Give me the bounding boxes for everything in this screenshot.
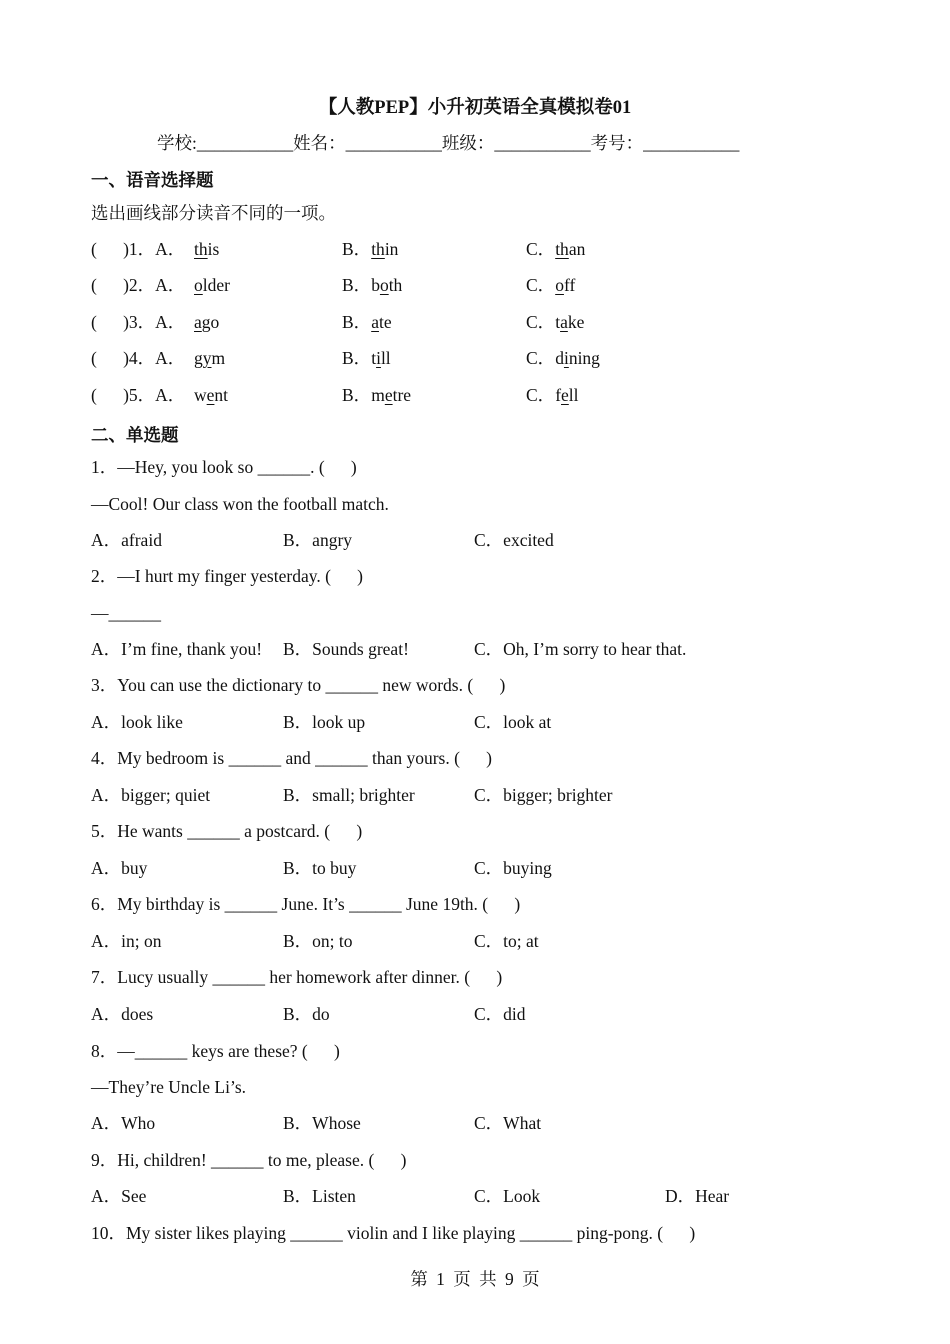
- q4-option-a: A．bigger; quiet: [91, 785, 211, 805]
- q2-option-b: B．Sounds great!: [283, 639, 409, 659]
- q2-stem: 2．—I hurt my finger yesterday. ( ): [91, 566, 363, 586]
- q8-option-b: B．Whose: [283, 1113, 361, 1133]
- q7-option-b: B．do: [283, 1004, 330, 1024]
- q6-option-a: A．in; on: [91, 931, 162, 951]
- phonics-q4-option-a: gym: [194, 348, 226, 368]
- q2-reply: —______: [91, 603, 161, 623]
- section1-instruction: 选出画线部分读音不同的一项。: [91, 203, 336, 223]
- page-footer: 第 1 页 共 9 页: [410, 1269, 540, 1289]
- q5-stem: 5．He wants ______ a postcard. ( ): [91, 821, 363, 841]
- q1-stem: 1．—Hey, you look so ______. ( ): [91, 457, 357, 477]
- phonics-q3-option-b: B．ate: [342, 312, 392, 332]
- student-info-line: 学校:___________姓名：___________班级：___________考号：___________: [157, 133, 740, 153]
- q8-stem: 8．—______ keys are these? ( ): [91, 1041, 340, 1061]
- phonics-q5-number: ( )5．A．: [91, 385, 186, 405]
- q3-stem: 3．You can use the dictionary to ______ new words. ( ): [91, 675, 506, 695]
- q9-option-a: A．See: [91, 1186, 147, 1206]
- phonics-q3-option-a: ago: [194, 312, 220, 332]
- q1-option-b: B．angry: [283, 530, 353, 550]
- q8-reply: —They’re Uncle Li’s.: [91, 1077, 247, 1097]
- q6-option-c: C．to; at: [474, 931, 539, 951]
- q8-option-c: C．What: [474, 1113, 542, 1133]
- q4-option-b: B．small; brighter: [283, 785, 415, 805]
- q5-option-b: B．to buy: [283, 858, 357, 878]
- phonics-q5-option-a: went: [194, 385, 229, 405]
- phonics-q2-option-b: B．both: [342, 275, 403, 295]
- phonics-q2-option-a: older: [194, 275, 230, 295]
- q7-option-a: A．does: [91, 1004, 154, 1024]
- section1-heading: 一、语音选择题: [91, 170, 214, 190]
- phonics-q2-number: ( )2．A．: [91, 275, 186, 295]
- q4-option-c: C．bigger; brighter: [474, 785, 613, 805]
- phonics-q3-number: ( )3．A．: [91, 312, 186, 332]
- phonics-q1-number: ( )1．A．: [91, 239, 186, 259]
- phonics-q5-option-b: B．metre: [342, 385, 412, 405]
- phonics-q1-option-c: C．than: [526, 239, 586, 259]
- phonics-q1-option-b: B．thin: [342, 239, 399, 259]
- phonics-q3-option-c: C．take: [526, 312, 585, 332]
- q2-option-c: C．Oh, I’m sorry to hear that.: [474, 639, 687, 659]
- q1-option-a: A．afraid: [91, 530, 162, 550]
- phonics-q4-number: ( )4．A．: [91, 348, 186, 368]
- q9-option-c: C．Look: [474, 1186, 541, 1206]
- q3-option-c: C．look at: [474, 712, 552, 732]
- q3-option-a: A．look like: [91, 712, 183, 732]
- q8-option-a: A．Who: [91, 1113, 156, 1133]
- q9-option-b: B．Listen: [283, 1186, 356, 1206]
- phonics-q4-option-b: B．till: [342, 348, 391, 368]
- phonics-q4-option-c: C．dining: [526, 348, 600, 368]
- q1-reply: —Cool! Our class won the football match.: [91, 494, 389, 514]
- q5-option-c: C．buying: [474, 858, 552, 878]
- q7-option-c: C．did: [474, 1004, 526, 1024]
- phonics-q1-option-a: this: [194, 239, 220, 259]
- q1-option-c: C．excited: [474, 530, 554, 550]
- q9-stem: 9．Hi, children! ______ to me, please. ( ): [91, 1150, 407, 1170]
- section2-heading: 二、单选题: [91, 425, 179, 445]
- q6-stem: 6．My birthday is ______ June. It’s ______ June 19th. ( ): [91, 894, 521, 914]
- phonics-q2-option-c: C．off: [526, 275, 576, 295]
- phonics-q5-option-c: C．fell: [526, 385, 579, 405]
- q10-stem: 10．My sister likes playing ______ violin and I like playing ______ ping-pong. ( ): [91, 1223, 696, 1243]
- q5-option-a: A．buy: [91, 858, 148, 878]
- page-title: 【人教PEP】小升初英语全真模拟卷01: [318, 98, 632, 118]
- q6-option-b: B．on; to: [283, 931, 353, 951]
- q4-stem: 4．My bedroom is ______ and ______ than yours. ( ): [91, 748, 493, 768]
- q7-stem: 7．Lucy usually ______ her homework after dinner. ( ): [91, 967, 503, 987]
- q3-option-b: B．look up: [283, 712, 366, 732]
- q9-option-d: D．Hear: [665, 1186, 730, 1206]
- q2-option-a: A．I’m fine, thank you!: [91, 639, 263, 659]
